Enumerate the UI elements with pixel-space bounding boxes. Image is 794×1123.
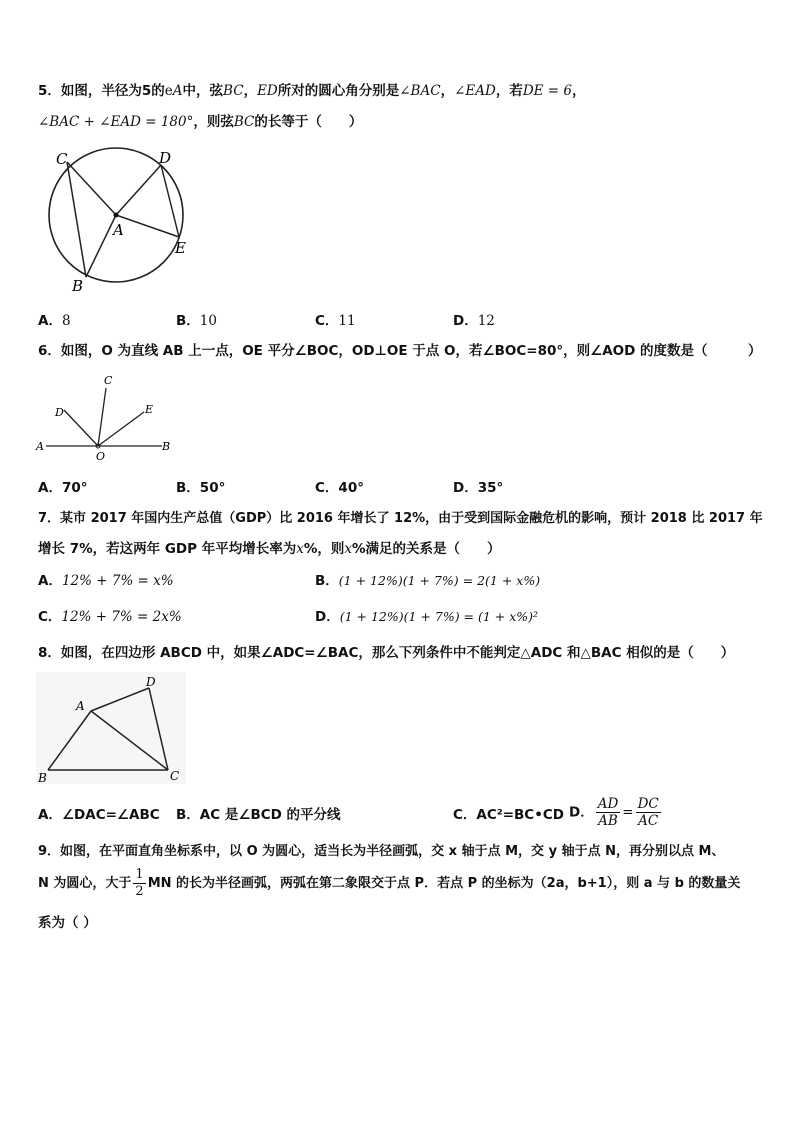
fraction-one-half bbox=[133, 867, 145, 900]
option-value: (1 + 12%)(1 + 7%) = 2(1 + x%) bbox=[338, 573, 541, 588]
q9-line2 bbox=[38, 864, 740, 904]
q5-line2 bbox=[38, 113, 362, 131]
q7-text: 增长 7%，若这两年 GDP 年平均增长率为 bbox=[38, 541, 297, 557]
label-d: D bbox=[159, 149, 172, 167]
angle-ead: ∠EAD bbox=[454, 83, 496, 99]
segment-ae bbox=[116, 215, 179, 237]
label-b: B bbox=[72, 277, 84, 293]
q5-option-b[interactable] bbox=[176, 312, 217, 330]
q5-text: 5．如图，半径为5的 bbox=[38, 83, 165, 99]
fraction-dc-ac bbox=[636, 796, 661, 829]
label-c: C bbox=[104, 374, 113, 387]
label-a: A bbox=[36, 440, 44, 453]
option-value: 35° bbox=[477, 480, 504, 496]
option-value: 12% + 7% = x% bbox=[61, 573, 174, 589]
q5-text: 的长等于（ ） bbox=[254, 114, 363, 130]
q7-text: %满足的关系是（ ） bbox=[351, 541, 501, 557]
q6-option-c[interactable] bbox=[315, 479, 364, 497]
q5-text: ，若 bbox=[495, 83, 523, 99]
label-c: C bbox=[170, 769, 180, 783]
chord-bc: BC bbox=[223, 83, 244, 99]
q8-option-b[interactable] bbox=[176, 806, 341, 824]
option-value: 50° bbox=[199, 480, 226, 496]
option-value: 40° bbox=[338, 480, 364, 496]
q5-text: ，则弦 bbox=[193, 114, 234, 130]
variable-x: x bbox=[344, 541, 352, 557]
q8-quadrilateral-figure bbox=[36, 672, 186, 784]
label-e: E bbox=[145, 403, 154, 416]
fraction-ad-ab bbox=[596, 796, 621, 829]
q8-option-d[interactable] bbox=[569, 796, 663, 829]
equals-sign: = bbox=[622, 804, 634, 821]
ray-oe bbox=[98, 412, 144, 446]
option-label: D． bbox=[315, 609, 340, 625]
option-value: 10 bbox=[199, 313, 217, 329]
q5-line1 bbox=[38, 82, 585, 100]
label-c: C bbox=[56, 150, 68, 168]
q8-option-c[interactable] bbox=[453, 806, 564, 824]
ray-oc bbox=[98, 388, 106, 446]
label-b: B bbox=[162, 440, 171, 453]
option-value: 12 bbox=[477, 313, 495, 329]
fraction-denominator: AC bbox=[638, 813, 659, 829]
q6-option-b[interactable] bbox=[176, 479, 225, 497]
option-value: (1 + 12%)(1 + 7%) = (1 + x%)² bbox=[339, 609, 539, 624]
fraction-denominator: AB bbox=[598, 813, 618, 829]
q5-text: 所对的圆心角分别是 bbox=[277, 83, 400, 99]
q5-option-d[interactable] bbox=[453, 312, 495, 330]
option-label: B． bbox=[176, 807, 200, 823]
option-label: A． bbox=[38, 480, 62, 496]
option-label: C． bbox=[315, 313, 339, 329]
chord-bc: BC bbox=[233, 114, 255, 130]
option-label: D． bbox=[453, 480, 478, 496]
option-label: C． bbox=[315, 480, 339, 496]
label-d: D bbox=[146, 675, 156, 689]
q6-question: 6．如图，O 为直线 AB 上一点，OE 平分∠BOC，OD⊥OE 于点 O，若∠BOC=80°，则∠AOD 的度数是（ ） bbox=[38, 343, 762, 359]
option-label: A． bbox=[38, 313, 62, 329]
q9-line1: 9．如图，在平面直角坐标系中，以 O 为圆心，适当长为半径画弧，交 x 轴于点 M，交 y 轴于点 N，再分别以点 M、 bbox=[38, 844, 725, 859]
option-value: 12% + 7% = 2x% bbox=[61, 609, 182, 625]
label-a: A bbox=[113, 221, 124, 239]
option-value: AC²=BC•CD bbox=[476, 807, 564, 823]
option-label: B． bbox=[315, 573, 339, 589]
q7-text: %，则 bbox=[303, 541, 345, 557]
center-point bbox=[114, 213, 119, 218]
q5-option-a[interactable] bbox=[38, 312, 71, 330]
option-value: ∠DAC=∠ABC bbox=[61, 807, 160, 823]
q7-line2 bbox=[38, 540, 501, 558]
option-label: B． bbox=[176, 313, 200, 329]
q5-sep: ， bbox=[440, 83, 455, 99]
chord-ed: ED bbox=[257, 83, 278, 99]
angle-bac: ∠BAC bbox=[399, 83, 441, 99]
q6-option-a[interactable] bbox=[38, 479, 88, 497]
condition-angle-sum: ∠BAC + ∠EAD = 180° bbox=[38, 114, 194, 130]
q9-line3: 系为（ ） bbox=[38, 915, 97, 931]
fraction-numerator: 1 bbox=[135, 867, 144, 882]
q9-text: MN 的长为半径画弧，两弧在第二象限交于点 P．若点 P 的坐标为（2a，b+1），则 a 与 b 的数量关 bbox=[147, 876, 741, 891]
q7-line1: 7．某市 2017 年国内生产总值（GDP）比 2016 年增长了 12%，由于受到国际金融危机的影响，预计 2018 比 2017 年 bbox=[38, 511, 763, 526]
fraction-numerator: DC bbox=[637, 796, 659, 812]
q9-text: N 为圆心，大于 bbox=[38, 876, 132, 891]
option-label: A． bbox=[38, 573, 62, 589]
circle-name: A bbox=[172, 83, 183, 99]
option-label: A． bbox=[38, 807, 62, 823]
q8-question: 8．如图，在四边形 ABCD 中，如果∠ADC=∠BAC，那么下列条件中不能判定△ADC 和△BAC 相似的是（ ） bbox=[38, 645, 735, 661]
label-d: D bbox=[55, 406, 64, 419]
option-value: 8 bbox=[61, 313, 71, 329]
label-e: E bbox=[175, 239, 186, 257]
option-label: D． bbox=[453, 313, 478, 329]
label-o: O bbox=[96, 450, 106, 463]
option-label: C． bbox=[453, 807, 477, 823]
q7-option-a[interactable] bbox=[38, 572, 174, 590]
option-value: 11 bbox=[338, 313, 356, 329]
option-label: C． bbox=[38, 609, 62, 625]
condition-de: DE = 6 bbox=[522, 83, 572, 99]
q7-option-c[interactable] bbox=[38, 608, 182, 626]
q5-text: 中，弦 bbox=[182, 83, 224, 99]
circle-symbol: e bbox=[164, 83, 173, 99]
option-value: 70° bbox=[61, 480, 88, 496]
segment-ad bbox=[116, 165, 161, 215]
option-label: B． bbox=[176, 480, 200, 496]
q7-option-b[interactable] bbox=[315, 572, 540, 590]
q6-option-d[interactable] bbox=[453, 479, 503, 497]
q8-option-a[interactable] bbox=[38, 806, 160, 824]
fraction-denominator: 2 bbox=[135, 884, 144, 899]
variable-x: x bbox=[296, 541, 304, 557]
q5-text: ， bbox=[571, 83, 586, 99]
label-b: B bbox=[38, 771, 47, 784]
q7-option-d[interactable] bbox=[315, 608, 538, 626]
fraction-numerator: AD bbox=[597, 796, 619, 812]
q6-angle-figure bbox=[34, 372, 184, 464]
q5-sep: ， bbox=[243, 83, 258, 99]
q5-circle-figure bbox=[40, 145, 200, 293]
segment-ab bbox=[86, 215, 116, 277]
option-value: AC 是∠BCD 的平分线 bbox=[199, 807, 341, 823]
ray-od bbox=[64, 410, 98, 446]
label-a: A bbox=[76, 699, 85, 713]
q5-option-c[interactable] bbox=[315, 312, 356, 330]
option-label: D． bbox=[569, 804, 594, 821]
